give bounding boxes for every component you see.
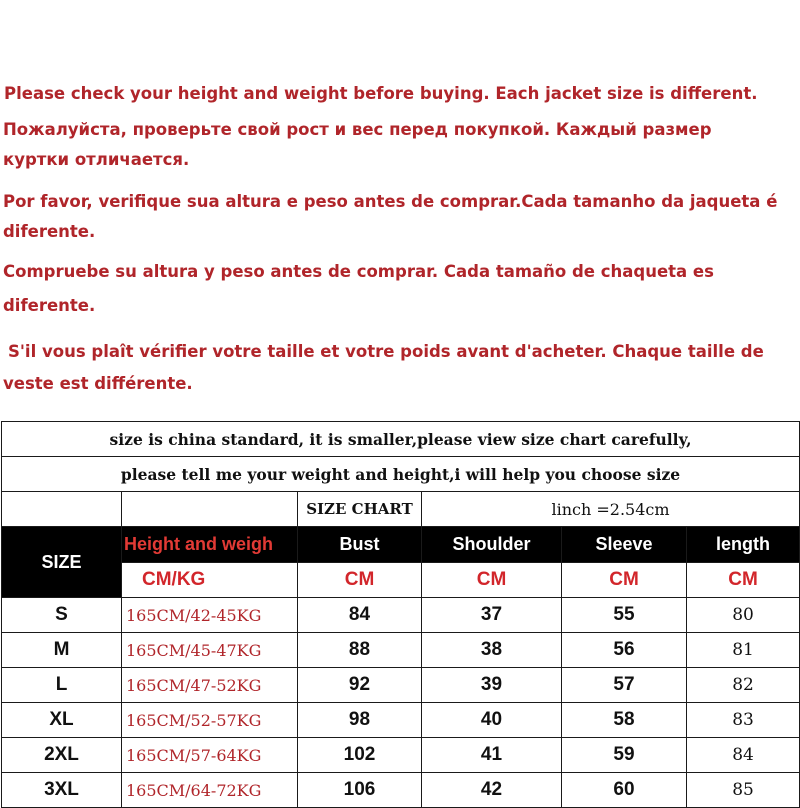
row-height-weight: 165CM/42-45KG	[122, 598, 298, 633]
size-help-note: please tell me your weight and height,i will help you choose size	[2, 457, 800, 492]
unit-shoulder: CM	[422, 563, 562, 598]
row-size: L	[2, 668, 122, 703]
row-shoulder: 38	[422, 633, 562, 668]
table-row	[2, 668, 800, 703]
row-length: 85	[687, 773, 800, 808]
row-height-weight: 165CM/57-64KG	[122, 738, 298, 773]
row-sleeve: 60	[562, 773, 687, 808]
row-size: S	[2, 598, 122, 633]
row-size: 2XL	[2, 738, 122, 773]
purchase-notice	[0, 76, 800, 402]
row-length: 80	[687, 598, 800, 633]
notice-russian-line-2: куртки отличается.	[3, 150, 190, 169]
row-bust: 106	[298, 773, 422, 808]
row-size: XL	[2, 703, 122, 738]
unit-height-weight: CM/KG	[122, 563, 298, 598]
notice-french-line-2: veste est différente.	[3, 374, 193, 393]
notice-spanish-line-2: diferente.	[3, 296, 96, 315]
row-bust: 88	[298, 633, 422, 668]
row-sleeve: 56	[562, 633, 687, 668]
notice-spanish-line-1: Compruebe su altura y peso antes de comprar. Cada tamaño de chaqueta es	[3, 262, 714, 281]
row-shoulder: 37	[422, 598, 562, 633]
table-row	[2, 738, 800, 773]
row-height-weight: 165CM/52-57KG	[122, 703, 298, 738]
table-row	[2, 633, 800, 668]
row-length: 81	[687, 633, 800, 668]
unit-sleeve: CM	[562, 563, 687, 598]
row-bust: 84	[298, 598, 422, 633]
blank-header-cell	[2, 492, 122, 527]
header-height-weight: Height and weigh	[122, 527, 298, 563]
row-shoulder: 39	[422, 668, 562, 703]
row-height-weight: 165CM/47-52KG	[122, 668, 298, 703]
size-chart-label: SIZE CHART	[298, 492, 422, 527]
row-height-weight: 165CM/45-47KG	[122, 633, 298, 668]
row-shoulder: 41	[422, 738, 562, 773]
notice-portuguese-line-1: Por favor, verifique sua altura e peso antes de comprar.Cada tamanho da jaqueta é	[3, 192, 778, 211]
notice-english: Please check your height and weight before buying. Each jacket size is different.	[4, 84, 758, 103]
row-length: 82	[687, 668, 800, 703]
row-height-weight: 165CM/64-72KG	[122, 773, 298, 808]
unit-bust: CM	[298, 563, 422, 598]
row-sleeve: 59	[562, 738, 687, 773]
header-sleeve: Sleeve	[562, 527, 687, 563]
row-shoulder: 42	[422, 773, 562, 808]
row-length: 83	[687, 703, 800, 738]
header-bust: Bust	[298, 527, 422, 563]
blank-header-cell	[122, 492, 298, 527]
size-standard-note: size is china standard, it is smaller,please view size chart carefully,	[2, 422, 800, 457]
notice-portuguese-line-2: diferente.	[3, 222, 96, 241]
row-sleeve: 55	[562, 598, 687, 633]
table-row	[2, 773, 800, 808]
row-shoulder: 40	[422, 703, 562, 738]
header-length: length	[687, 527, 800, 563]
header-size: SIZE	[2, 527, 122, 598]
row-sleeve: 58	[562, 703, 687, 738]
row-bust: 92	[298, 668, 422, 703]
table-row	[2, 703, 800, 738]
table-row	[2, 598, 800, 633]
inch-conversion-note: linch =2.54cm	[422, 492, 800, 527]
row-bust: 98	[298, 703, 422, 738]
size-chart-table	[1, 421, 800, 808]
row-bust: 102	[298, 738, 422, 773]
row-length: 84	[687, 738, 800, 773]
notice-russian-line-1: Пожалуйста, проверьте свой рост и вес перед покупкой. Каждый размер	[3, 120, 712, 139]
row-size: 3XL	[2, 773, 122, 808]
row-size: M	[2, 633, 122, 668]
notice-french-line-1: S'il vous plaît vérifier votre taille et votre poids avant d'acheter. Chaque taille de	[8, 342, 764, 361]
row-sleeve: 57	[562, 668, 687, 703]
unit-length: CM	[687, 563, 800, 598]
header-shoulder: Shoulder	[422, 527, 562, 563]
